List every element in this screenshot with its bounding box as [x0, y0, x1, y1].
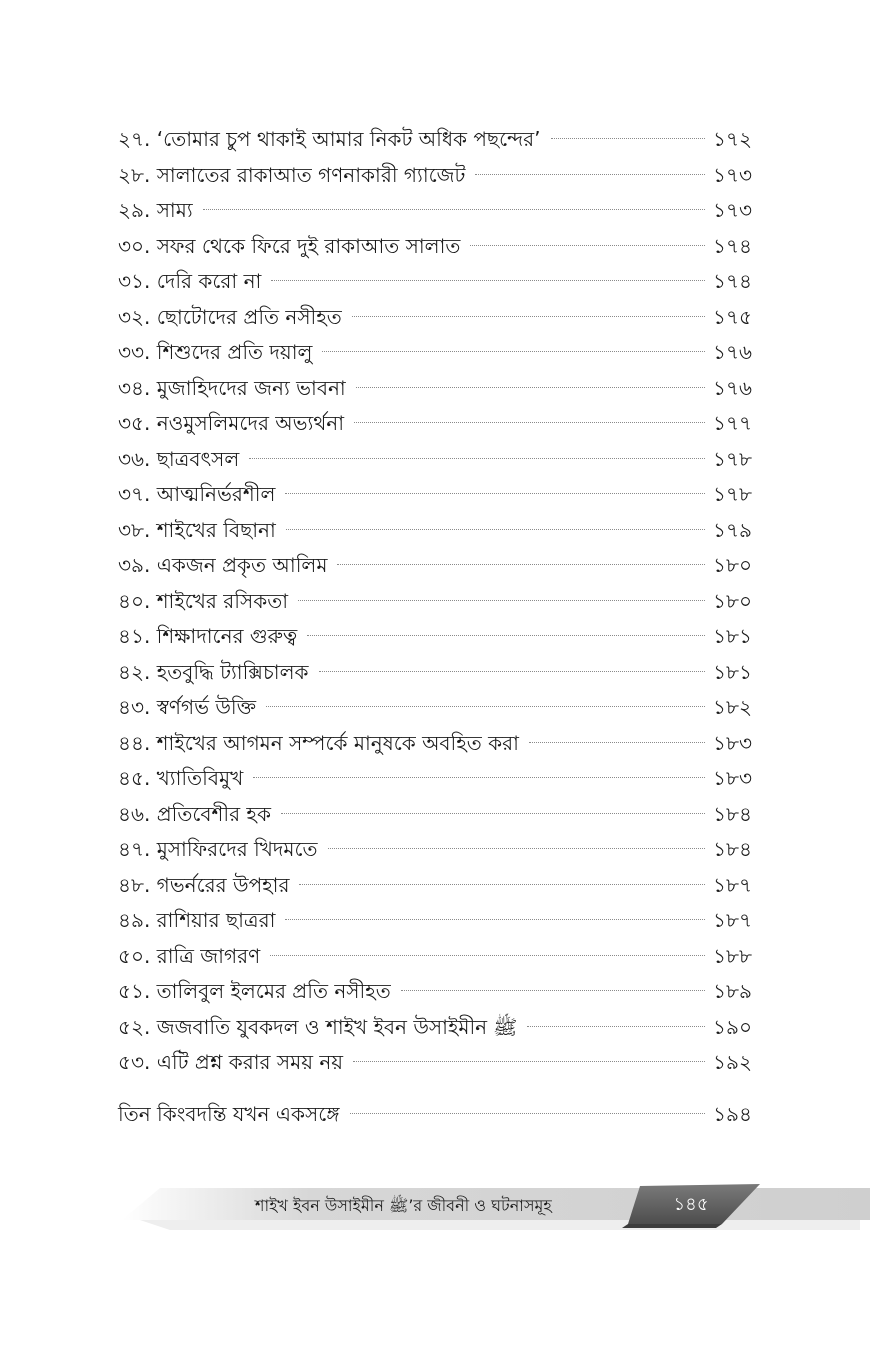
toc-entry-page-number: ১৯২: [713, 1050, 752, 1074]
toc-entry: [118, 264, 752, 300]
toc-entry-title: ৫৩. এটি প্রশ্ন করার সময় নয়: [118, 1050, 344, 1074]
toc-entry-title: ৪১. শিক্ষাদানের গুরুত্ব: [118, 624, 298, 648]
toc-entry-page-number: ১৮৮: [713, 943, 752, 968]
toc-entry-page-number: ১৭২: [713, 127, 752, 151]
toc-entry-title: তিন কিংবদন্তি যখন একসঙ্গে: [118, 1101, 340, 1126]
toc-entry: [118, 371, 752, 407]
toc-entry-title: ৫১. তালিবুল ইলমের প্রতি নসীহত: [118, 979, 391, 1003]
toc-entry: [118, 974, 752, 1010]
toc-entry-title: ৩৩. শিশুদের প্রতি দয়ালু: [118, 340, 313, 364]
dot-leader: [285, 493, 705, 494]
toc-entry: [118, 584, 752, 620]
toc-entry-title: ২৭. ‘তোমার চুপ থাকাই আমার নিকট অধিক পছন্দের’: [118, 127, 541, 151]
toc-entry-title: ৩২. ছোটোদের প্রতি নসীহত: [118, 304, 342, 329]
toc-entry: [118, 939, 752, 975]
honorific-symbol: ﷺ: [493, 1014, 518, 1039]
toc-entry-page-number: ১৮১: [713, 624, 752, 648]
toc-entry-page-number: ১৭৮: [713, 446, 752, 471]
toc-entry-title: ৪৭. মুসাফিরদের খিদমতে: [118, 837, 318, 861]
toc-entry: [118, 761, 752, 797]
toc-entry: [118, 797, 752, 833]
toc-entry-title: ৪২. হতবুদ্ধি ট্যাক্সিচালক: [118, 659, 309, 684]
toc-entry-page-number: ১৭৬: [713, 340, 752, 364]
dot-leader: [307, 635, 705, 636]
toc-entry-page-number: ১৭৩: [713, 198, 752, 222]
dot-leader: [281, 813, 705, 814]
toc-entry-page-number: ১৮২: [713, 695, 752, 719]
toc-entry: [118, 442, 752, 478]
dot-leader: [527, 1026, 705, 1027]
dot-leader: [319, 671, 706, 672]
toc-entry-title: ৪৩. স্বর্ণগর্ভ উক্তি: [118, 695, 257, 719]
toc-entry-title: ৩৭. আত্মনির্ভরশীল: [118, 482, 276, 506]
toc-entry-title: ৫২. জজবাতি যুবকদল ও শাইখ ইবন উসাইমীন: [118, 1014, 488, 1039]
dot-leader: [353, 1061, 705, 1062]
dot-leader: [249, 458, 705, 459]
toc-entry-title: ৩৮. শাইখের বিছানা: [118, 517, 276, 542]
dot-leader: [285, 919, 705, 920]
dot-leader: [352, 316, 705, 317]
dot-leader: [328, 848, 705, 849]
dot-leader: [253, 777, 705, 778]
footer-page-number: ১৪৫: [673, 1194, 709, 1215]
toc-entry: [118, 300, 752, 336]
toc-entry: [118, 832, 752, 868]
toc-entry-page-number: ১৭৯: [713, 517, 752, 542]
toc-entry-page-number: ১৭৪: [713, 233, 752, 258]
toc-entry-page-number: ১৮৭: [713, 908, 752, 932]
toc-entry-title: ৩৯. একজন প্রকৃত আলিম: [118, 553, 328, 577]
toc-entry-page-number: ১৮৯: [713, 979, 752, 1003]
toc-entry: [118, 903, 752, 939]
toc-entry-title: ৩০. সফর থেকে ফিরে দুই রাকাআত সালাত: [118, 233, 461, 258]
toc-entry: [118, 868, 752, 904]
toc-entry-page-number: ১৭৫: [713, 304, 752, 329]
toc-entry: [118, 335, 752, 371]
toc-entry: [118, 1097, 752, 1133]
toc-entry-page-number: ১৮৪: [713, 801, 752, 826]
toc-entry: [118, 229, 752, 265]
dot-leader: [551, 138, 705, 139]
toc-entry-page-number: ১৭৩: [713, 162, 752, 187]
dot-leader: [271, 280, 705, 281]
dot-leader: [203, 209, 705, 210]
toc-entry-page-number: ১৮৭: [713, 872, 752, 897]
dot-leader: [401, 990, 705, 991]
toc-entry: [118, 513, 752, 549]
toc-entry-title: ৪০. শাইখের রসিকতা: [118, 588, 288, 613]
dot-leader: [337, 564, 705, 565]
toc-entry: [118, 1010, 752, 1046]
dot-leader: [298, 600, 705, 601]
toc-entry-page-number: ১৯৪: [713, 1101, 752, 1126]
toc-entry: [118, 726, 752, 762]
dot-leader: [354, 422, 705, 423]
dot-leader: [529, 742, 705, 743]
footer-book-title: শাইখ ইবন উসাইমীন ﷺ’র জীবনী ও ঘটনাসমূহ: [255, 1196, 552, 1215]
toc-entry-title: ৩৪. মুজাহিদদের জন্য ভাবনা: [118, 375, 346, 400]
toc-entry-title: ৩১. দেরি করো না: [118, 269, 262, 293]
dot-leader: [322, 351, 705, 352]
toc-entry-page-number: ১৮৪: [713, 837, 752, 861]
dot-leader: [270, 955, 705, 956]
toc-entry-title: ৪৫. খ্যাতিবিমুখ: [118, 766, 244, 790]
toc-entry: [118, 690, 752, 726]
toc-entry-page-number: ১৮৩: [713, 730, 752, 755]
toc-entry-title: ২৮. সালাতের রাকাআত গণনাকারী গ্যাজেট: [118, 162, 466, 187]
toc-entry-title: ৪৬. প্রতিবেশীর হক: [118, 801, 271, 826]
toc-entry-page-number: ১৭৮: [713, 482, 752, 506]
toc-entry: [118, 158, 752, 194]
dot-leader: [356, 387, 705, 388]
toc-entry-title: ৪৮. গভর্নরের উপহার: [118, 872, 290, 897]
toc-entry-page-number: ১৭৭: [713, 411, 752, 435]
toc-entry-page-number: ১৮০: [713, 553, 752, 577]
toc-entry-page-number: ১৮৩: [713, 766, 752, 790]
dot-leader: [475, 174, 705, 175]
toc-entry-title: ৪৯. রাশিয়ার ছাত্ররা: [118, 908, 276, 932]
toc-entry-page-number: ১৭৪: [713, 269, 752, 293]
toc-entry: [118, 193, 752, 229]
toc-entry-page-number: ১৮০: [713, 588, 752, 613]
toc-entry: [118, 122, 752, 158]
dot-leader: [299, 884, 705, 885]
table-of-contents: [118, 122, 752, 1132]
toc-entry: [118, 655, 752, 691]
toc-entry-title: ৫০. রাত্রি জাগরণ: [118, 943, 261, 968]
toc-entry-page-number: ১৭৬: [713, 375, 752, 400]
toc-entry: [118, 619, 752, 655]
toc-entry: [118, 548, 752, 584]
toc-entry-page-number: ১৯০: [713, 1014, 752, 1039]
toc-entry-title: ৩৫. নওমুসলিমদের অভ্যর্থনা: [118, 411, 345, 435]
toc-entry: [118, 1045, 752, 1081]
toc-entry: [118, 406, 752, 442]
toc-entry-title: ৪৪. শাইখের আগমন সম্পর্কে মানুষকে অবহিত করা: [118, 730, 519, 755]
page-footer: [0, 1180, 870, 1270]
toc-entry-title: ২৯. সাম্য: [118, 198, 193, 222]
toc-entry: [118, 477, 752, 513]
dot-leader: [470, 245, 705, 246]
dot-leader: [350, 1113, 706, 1114]
toc-entry-page-number: ১৮১: [713, 659, 752, 684]
toc-entry-title: ৩৬. ছাত্রবৎসল: [118, 446, 240, 471]
dot-leader: [266, 706, 705, 707]
dot-leader: [286, 529, 705, 530]
